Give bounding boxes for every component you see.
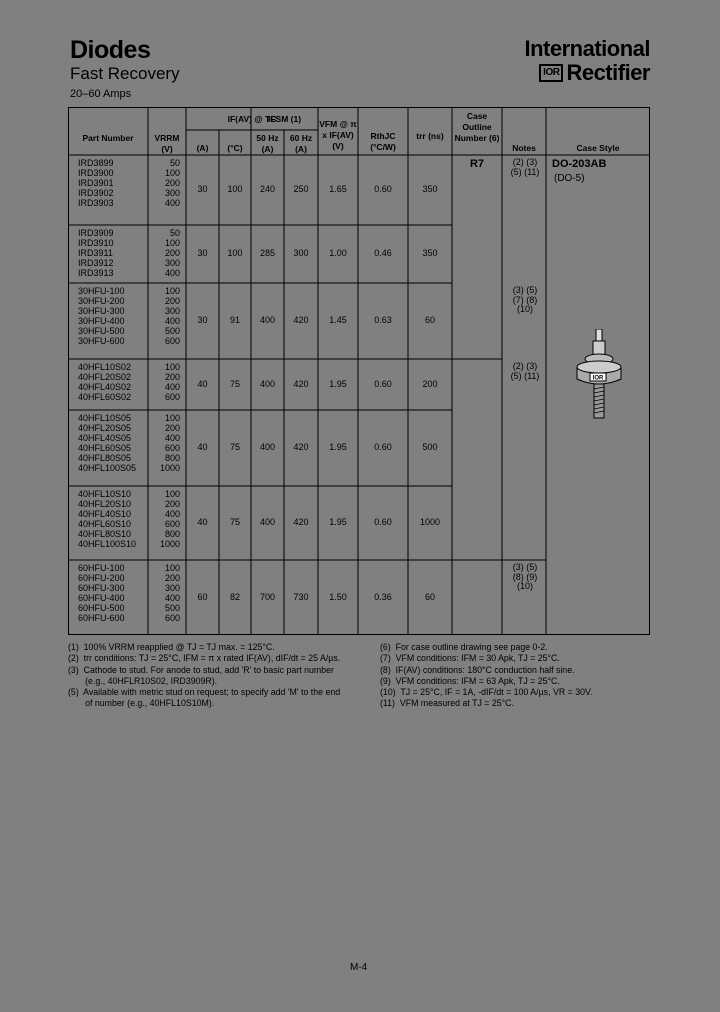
cell-ifsm-50: 700 — [259, 591, 276, 602]
cell-ifsm-60: 420 — [293, 517, 309, 527]
note-refs: (10) — [516, 581, 533, 591]
cell-rth: 0.60 — [374, 517, 392, 527]
part-number: 60HFU-500 — [78, 603, 125, 613]
part-number: 40HFL80S05 — [78, 453, 132, 463]
cell-ifav-a: 40 — [197, 442, 208, 452]
part-number: 30HFU-400 — [78, 316, 125, 326]
part-number: 40HFL100S10 — [78, 539, 137, 549]
note-refs: (5) (11) — [510, 370, 540, 381]
note-refs: (3) (5) — [512, 285, 538, 295]
part-number: IRD3912 — [78, 258, 114, 268]
part-number: 40HFL60S02 — [78, 392, 132, 402]
vrrm-value: 400 — [164, 198, 180, 208]
note-refs: (5) (11) — [510, 166, 540, 177]
footnote: (9) VFM conditions: IFM = 63 Apk, TJ = 25°C. — [380, 675, 560, 686]
footnote: (5) Available with metric stud on request; to specify add 'M' to the end — [68, 687, 341, 698]
cell-trr: 60 — [424, 591, 435, 602]
part-number: 40HFL20S10 — [78, 499, 132, 509]
cell-vfm: 1.45 — [329, 315, 347, 325]
note-refs: (2) (3) — [512, 157, 538, 167]
vrrm-value: 100 — [164, 362, 180, 372]
part-number: IRD3911 — [78, 248, 113, 258]
vrrm-value: 800 — [164, 453, 180, 463]
cell-ifsm-60: 250 — [293, 184, 309, 194]
cell-rth: 0.63 — [374, 315, 392, 325]
vrrm-value: 50 — [169, 158, 180, 168]
part-number: 30HFU-600 — [78, 336, 125, 346]
case-style-alt: (DO-5) — [554, 173, 585, 184]
cell-vfm: 1.95 — [329, 517, 347, 527]
part-number-list — [78, 413, 136, 473]
vrrm-value: 1000 — [159, 463, 180, 473]
part-number-list — [78, 228, 114, 278]
part-number: IRD3910 — [78, 238, 114, 248]
vrrm-value: 600 — [164, 443, 180, 453]
vrrm-value: 400 — [164, 509, 180, 519]
footnotes-right — [380, 642, 593, 710]
cell-ifav-a: 30 — [197, 315, 208, 325]
case-outline-code: R7 — [469, 158, 485, 170]
vrrm-list — [152, 362, 180, 402]
vrrm-value: 600 — [164, 336, 180, 346]
cell-vfm: 1.95 — [329, 378, 347, 389]
header-case-style: Case Style — [576, 143, 620, 153]
part-number: 40HFL80S10 — [78, 529, 132, 539]
vrrm-value: 300 — [164, 258, 180, 268]
cell-ifav-a: 30 — [197, 248, 208, 258]
header-ifsm-50hz: 50 Hz (A) — [256, 133, 279, 154]
svg-text:IOR: IOR — [592, 375, 604, 382]
vrrm-list — [152, 286, 180, 346]
footnote: (3) Cathode to stud. For anode to stud, add 'R' to basic part number — [68, 664, 334, 675]
vrrm-value: 500 — [164, 326, 180, 336]
cell-rth: 0.60 — [374, 184, 392, 194]
brand-name-bottom: Rectifier — [566, 60, 650, 85]
cell-trr: 200 — [422, 378, 438, 389]
brand-badge: IOR — [539, 64, 563, 82]
cell-trr: 500 — [422, 442, 438, 452]
cell-vfm: 1.00 — [329, 248, 347, 258]
header-trr: trr (ns) — [416, 131, 444, 141]
vrrm-value: 300 — [164, 188, 180, 198]
vrrm-value: 100 — [164, 563, 180, 573]
vrrm-value: 800 — [164, 529, 180, 539]
vrrm-list — [152, 489, 180, 549]
brand-logo — [539, 60, 650, 86]
vrrm-value: 300 — [164, 583, 180, 593]
cell-ifav-a: 60 — [197, 591, 208, 602]
part-number: 40HFL100S05 — [78, 463, 137, 473]
cell-ifav-c: 100 — [227, 184, 243, 194]
notes-cell — [500, 158, 550, 177]
part-number: IRD3903 — [78, 198, 114, 208]
cell-ifav-c: 91 — [229, 315, 240, 325]
header-ifav: IF(AV) @ TC — [227, 114, 277, 124]
part-number: 40HFL40S02 — [78, 382, 132, 392]
cell-rth: 0.60 — [374, 378, 392, 389]
vrrm-value: 300 — [164, 306, 180, 316]
cell-ifsm-60: 420 — [293, 315, 309, 325]
cell-ifsm-50: 400 — [259, 442, 276, 452]
part-number: 40HFL10S05 — [78, 413, 132, 423]
cell-ifav-c: 75 — [229, 378, 240, 389]
cell-trr: 350 — [422, 184, 438, 194]
cell-rth: 0.46 — [374, 248, 392, 258]
footnote: (1) 100% VRRM reapplied @ TJ = TJ max. = 125°C. — [68, 642, 275, 652]
header-part-number: Part Number — [82, 133, 134, 143]
footnotes-left — [68, 642, 340, 710]
footnote: (e.g., 40HFLR10S02, IRD3909R). — [68, 675, 218, 686]
cell-ifsm-50: 400 — [259, 315, 276, 325]
vrrm-value: 200 — [164, 296, 180, 306]
cell-ifsm-60: 300 — [293, 248, 309, 258]
cell-vfm: 1.95 — [329, 442, 347, 452]
page-number: M-4 — [350, 962, 368, 973]
cell-ifav-c: 75 — [229, 517, 240, 527]
header-ifav-a: (A) — [196, 143, 209, 153]
cell-ifav-c: 75 — [229, 442, 240, 452]
cell-ifsm-50: 400 — [259, 517, 276, 527]
part-number: IRD3913 — [78, 268, 114, 278]
header-ifsm-60hz: 60 Hz (A) — [289, 133, 313, 154]
part-number: IRD3900 — [78, 168, 114, 178]
header-rthjc: RthJC (°C/W) — [370, 131, 396, 152]
notes-cell — [500, 362, 550, 381]
header-vfm: VFM @ π x IF(AV) (V) — [319, 119, 357, 151]
cell-ifav-a: 40 — [197, 378, 208, 389]
cell-rth: 0.36 — [374, 591, 392, 602]
part-number: 30HFU-200 — [78, 296, 125, 306]
vrrm-value: 1000 — [159, 539, 180, 549]
cell-ifav-a: 40 — [197, 517, 208, 527]
part-number: 60HFU-400 — [78, 593, 125, 603]
note-refs: (3) (5) — [512, 562, 538, 572]
part-number: 40HFL40S10 — [78, 509, 132, 519]
cell-vfm: 1.65 — [329, 184, 347, 194]
vrrm-value: 400 — [164, 382, 180, 392]
cell-trr: 60 — [424, 315, 435, 325]
part-number-list — [78, 158, 114, 208]
current-range: 20–60 Amps — [70, 88, 132, 100]
part-number: IRD3902 — [78, 188, 114, 198]
vrrm-value: 500 — [164, 603, 180, 613]
part-number: 40HFL10S02 — [78, 362, 132, 372]
part-number: 30HFU-500 — [78, 326, 125, 336]
cell-ifsm-60: 420 — [293, 442, 309, 452]
vrrm-value: 600 — [164, 613, 180, 623]
header-notes: Notes — [512, 143, 536, 153]
footnote: (6) For case outline drawing see page 0-2. — [380, 642, 548, 652]
vrrm-value: 400 — [164, 316, 180, 326]
cell-ifsm-50: 285 — [259, 248, 276, 258]
diode-package-illustration — [573, 329, 625, 423]
vrrm-value: 400 — [164, 433, 180, 443]
vrrm-value: 200 — [164, 178, 180, 188]
case-style-name: DO-203AB — [552, 158, 607, 170]
header-vrrm: VRRM (V) — [154, 133, 180, 154]
part-number: 40HFL20S02 — [78, 372, 132, 382]
vrrm-value: 100 — [164, 286, 180, 296]
part-number: IRD3899 — [78, 158, 114, 168]
footnote: (10) TJ = 25°C, IF = 1A, -dIF/dt = 100 A/µs, VR = 30V. — [380, 687, 593, 698]
diode-spec-table — [68, 107, 650, 635]
cell-vfm: 1.50 — [329, 591, 347, 602]
note-refs: (7) (8) — [512, 294, 538, 305]
part-number-list — [78, 362, 131, 402]
vrrm-value: 200 — [164, 372, 180, 382]
part-number: 40HFL20S05 — [78, 423, 132, 433]
vrrm-value: 200 — [164, 423, 180, 433]
header-ifsm: IFSM (1) — [267, 114, 302, 124]
vrrm-list — [152, 413, 180, 473]
footnote: (2) trr conditions: TJ = 25°C, IFM = π x rated IF(AV), dIF/dt = 25 A/µs. — [68, 653, 341, 664]
part-number-list — [78, 563, 125, 623]
page-subtitle: Fast Recovery — [70, 64, 180, 83]
cell-ifav-c: 100 — [227, 248, 243, 258]
cell-trr: 1000 — [419, 517, 441, 527]
part-number-list — [78, 286, 125, 346]
note-refs: (2) (3) — [512, 361, 538, 371]
footnote: of number (e.g., 40HFL10S10M). — [68, 698, 215, 709]
header-ifav-c: (°C) — [227, 143, 243, 153]
part-number: IRD3901 — [78, 178, 114, 188]
vrrm-value: 600 — [164, 519, 180, 529]
part-number: 60HFU-600 — [78, 613, 125, 623]
part-number: 40HFL60S10 — [78, 519, 132, 529]
part-number: IRD3909 — [78, 228, 114, 238]
notes-cell — [500, 563, 550, 592]
page-title: Diodes — [70, 36, 151, 64]
cell-ifsm-50: 240 — [259, 184, 276, 194]
vrrm-value: 50 — [169, 228, 180, 238]
cell-ifsm-50: 400 — [259, 378, 276, 389]
vrrm-value: 400 — [164, 593, 180, 603]
part-number: 40HFL10S10 — [78, 489, 132, 499]
part-number: 40HFL40S05 — [78, 433, 132, 443]
header-case-outline: Case Outline Number (6) — [454, 111, 500, 143]
vrrm-value: 600 — [164, 392, 180, 402]
cell-ifav-c: 82 — [229, 591, 240, 602]
footnote: (11) VFM measured at TJ = 25°C. — [380, 698, 514, 709]
vrrm-value: 100 — [164, 413, 180, 423]
note-refs: (10) — [516, 304, 533, 314]
vrrm-value: 200 — [164, 499, 180, 509]
part-number: 40HFL60S05 — [78, 443, 132, 453]
part-number-list — [78, 489, 136, 549]
vrrm-value: 100 — [164, 168, 180, 178]
footnote: (8) IF(AV) conditions: 180°C conduction half sine. — [380, 664, 575, 675]
notes-cell — [500, 286, 550, 315]
part-number: 30HFU-100 — [78, 286, 125, 296]
vrrm-list — [152, 158, 180, 208]
vrrm-value: 100 — [164, 489, 180, 499]
cell-ifav-a: 30 — [197, 184, 208, 194]
cell-ifsm-60: 420 — [293, 378, 309, 389]
footnote: (7) VFM conditions: IFM = 30 Apk, TJ = 25°C. — [380, 653, 560, 664]
vrrm-list — [152, 563, 180, 623]
vrrm-value: 400 — [164, 268, 180, 278]
vrrm-value: 200 — [164, 573, 180, 583]
cell-trr: 350 — [422, 248, 438, 258]
cell-ifsm-60: 730 — [293, 591, 309, 602]
part-number: 60HFU-100 — [78, 563, 125, 573]
part-number: 60HFU-200 — [78, 573, 125, 583]
vrrm-value: 200 — [164, 248, 180, 258]
vrrm-list — [152, 228, 180, 278]
note-refs: (8) (9) — [512, 571, 538, 582]
part-number: 30HFU-300 — [78, 306, 125, 316]
part-number: 60HFU-300 — [78, 583, 125, 593]
brand-name-top: International — [524, 36, 650, 61]
cell-rth: 0.60 — [374, 442, 392, 452]
vrrm-value: 100 — [164, 238, 180, 248]
